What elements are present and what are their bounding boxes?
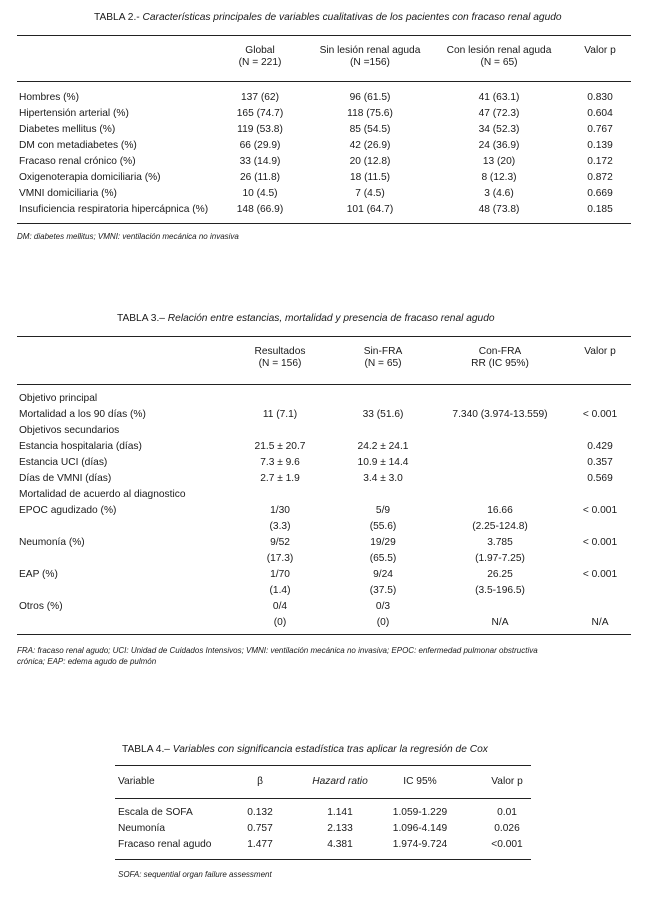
table3-header-resultados: Resultados (N = 156) [254,346,306,369]
table4-header-rule [115,798,531,799]
table4-row-2-valor-p: 0.026 [494,823,520,834]
table3-row-2-sin-fra: 33 (51.6) [362,409,404,420]
table2-row-5-sin-lesion: 20 (12.8) [349,156,391,167]
table4-row-2-beta: 0.757 [247,823,273,834]
table2-row-4-con-lesion: 24 (36.9) [478,140,520,151]
table3-row-8-sin-fra: 5/9 [375,505,391,516]
table2-row-8-con-lesion: 48 (73.8) [478,204,520,215]
table3-row-10-con-fra: 3.785 [487,537,513,548]
table3-row-2-label: Mortalidad a los 90 días (%) [19,409,146,420]
table3-row-12-label: EAP (%) [19,569,58,580]
table4-caption-text: Variables con significancia estadística tras aplicar la regresión de Cox [172,744,488,755]
table3-row-14-sin-fra: 0/3 [375,601,391,612]
table3-row-12-con-fra: 26.25 [487,569,513,580]
table2-row-2-valor-p: 0.604 [587,108,613,119]
table3-row-6-label: Días de VMNI (días) [19,473,112,484]
table3-header-con-fra: Con-FRA RR (IC 95%) [471,346,529,369]
table3-row-15-sin-fra: (0) [376,617,390,628]
table3-row-15-con-fra: N/A [491,617,509,628]
table2-row-3-label: Diabetes mellitus (%) [19,124,116,135]
table4-row-3-valor-p: <0.001 [491,839,523,850]
table2-row-7-sin-lesion: 7 (4.5) [355,188,385,199]
table2-top-rule [17,35,631,36]
table4-row-1-valor-p: 0.01 [497,807,517,818]
table3-row-5-valor-p: 0.357 [587,457,613,468]
table2-row-1-global: 137 (62) [241,92,279,103]
table4-caption [122,744,488,755]
table3-row-13-con-fra: (3.5-196.5) [475,585,525,596]
table3-row-9-sin-fra: (55.6) [369,521,397,532]
table3-row-3-label: Objetivos secundarios [19,425,120,436]
table3-row-6-sin-fra: 3.4 ± 3.0 [363,473,403,484]
table3-row-4-valor-p: 0.429 [587,441,613,452]
table2-caption-label: TABLA 2.- [94,12,140,23]
table3-row-13-resultados: (1.4) [269,585,291,596]
table3-row-8-label: EPOC agudizado (%) [19,505,117,516]
table2-row-7-global: 10 (4.5) [242,188,278,199]
table2-row-8-sin-lesion: 101 (64.7) [346,204,394,215]
table3-row-12-resultados: 1/70 [270,569,290,580]
table4-caption-label: TABLA 4.– [122,744,170,755]
table3-row-14-resultados: 0/4 [272,601,288,612]
table3-header-sin-fra: Sin-FRA (N = 65) [363,346,403,369]
table2-row-3-global: 119 (53.8) [237,124,283,135]
table2-row-2-global: 165 (74.7) [236,108,284,119]
table3-row-2-con-fra: 7.340 (3.974-13.559) [452,409,548,420]
table2-row-5-label: Fracaso renal crónico (%) [19,156,136,167]
table3-row-6-resultados: 2.7 ± 1.9 [260,473,300,484]
table4-header-hazard-ratio: Hazard ratio [312,776,368,787]
table2-header-con-lesion: Con lesión renal aguda (N = 65) [446,45,552,68]
table2-row-3-valor-p: 0.767 [587,124,613,135]
table3-bottom-rule [17,634,631,635]
table3-row-14-label: Otros (%) [19,601,63,612]
table2-row-4-label: DM con metadiabetes (%) [19,140,137,151]
table2-header-global: Global (N = 221) [238,45,282,68]
table3-row-12-sin-fra: 9/24 [373,569,393,580]
table2-row-1-con-lesion: 41 (63.1) [478,92,520,103]
table2-row-6-label: Oxigenoterapia domiciliaria (%) [19,172,161,183]
table3-row-1-label: Objetivo principal [19,393,98,404]
table2-header-sin-lesion: Sin lesión renal aguda (N =156) [319,45,421,68]
table3-row-12-valor-p: < 0.001 [582,569,618,580]
table2-row-6-con-lesion: 8 (12.3) [481,172,517,183]
table2-row-1-sin-lesion: 96 (61.5) [349,92,391,103]
table3-row-9-resultados: (3.3) [269,521,291,532]
table2-row-7-label: VMNI domiciliaria (%) [19,188,117,199]
table3-row-7-label: Mortalidad de acuerdo al diagnostico [19,489,186,500]
table2-row-6-global: 26 (11.8) [239,172,281,183]
table4-header-variable: Variable [118,776,155,787]
table4-row-3-ic95: 1.974-9.724 [392,839,448,850]
table2-row-1-label: Hombres (%) [19,92,80,103]
table3-row-15-valor-p: N/A [591,617,609,628]
table3-row-13-sin-fra: (37.5) [369,585,397,596]
table2-row-1-valor-p: 0.830 [587,92,613,103]
table4-bottom-rule [115,859,531,860]
table3-caption-text: Relación entre estancias, mortalidad y presencia de fracaso renal agudo [167,313,495,324]
table2-row-7-con-lesion: 3 (4.6) [484,188,514,199]
table4-header-beta: β [257,776,263,787]
table2-row-6-valor-p: 0.872 [587,172,613,183]
table3-row-10-label: Neumonía (%) [19,537,85,548]
table3-row-11-con-fra: (1.97-7.25) [475,553,525,564]
table4-row-1-ic95: 1.059-1.229 [392,807,448,818]
table3-row-15-resultados: (0) [273,617,287,628]
table2-row-3-con-lesion: 34 (52.3) [478,124,520,135]
table3-caption [117,313,495,324]
table3-row-9-con-fra: (2.25-124.8) [472,521,528,532]
table3-row-4-sin-fra: 24.2 ± 24.1 [357,441,409,452]
table3-row-8-valor-p: < 0.001 [582,505,618,516]
table3-top-rule [17,336,631,337]
table2-row-8-global: 148 (66.9) [236,204,284,215]
table2-row-5-global: 33 (14.9) [239,156,281,167]
table3-header-rule [17,384,631,385]
table4-row-2-ic95: 1.096-4.149 [392,823,448,834]
table3-row-5-resultados: 7.3 ± 9.6 [260,457,300,468]
table3-caption-label: TABLA 3.– [117,313,165,324]
table4-row-1-variable: Escala de SOFA [118,807,193,818]
table2-header-rule [17,81,631,82]
table2-row-2-sin-lesion: 118 (75.6) [347,108,393,119]
table3-row-11-resultados: (17.3) [266,553,294,564]
table2-row-5-con-lesion: 13 (20) [482,156,516,167]
table2-row-2-con-lesion: 47 (72.3) [478,108,520,119]
table4-row-3-beta: 1.477 [247,839,273,850]
table4-row-1-hazard-ratio: 1.141 [327,807,353,818]
table3-row-4-label: Estancia hospitalaria (días) [19,441,142,452]
table3-footnote: FRA: fracaso renal agudo; UCI: Unidad de Cuidados Intensivos; VMNI: ventilación mecánica no invasiva; EPOC: enfermedad pulmonar obstructiva crónica; EAP: edema agudo de pulmón [17,646,538,666]
table2-row-8-label: Insuficiencia respiratoria hipercápnica (%) [19,204,209,215]
table2-bottom-rule [17,223,631,224]
table2-row-5-valor-p: 0.172 [587,156,613,167]
table4-row-3-variable: Fracaso renal agudo [118,839,212,850]
table2-caption [94,12,562,23]
table4-header-ic95: IC 95% [403,776,437,787]
table3-row-6-valor-p: 0.569 [587,473,613,484]
table3-header-valor-p: Valor p [584,346,616,357]
table2-caption-text: Características principales de variables cualitativas de los pacientes con fracaso renal agudo [142,12,562,23]
table2-footnote: DM: diabetes mellitus; VMNI: ventilación mecánica no invasiva [17,232,239,241]
table2-header-valor-p: Valor p [584,45,616,56]
table3-row-8-con-fra: 16.66 [487,505,513,516]
table2-row-7-valor-p: 0.669 [587,188,613,199]
table3-row-5-sin-fra: 10.9 ± 14.4 [357,457,409,468]
table4-row-2-variable: Neumonía [118,823,166,834]
table2-row-2-label: Hipertensión arterial (%) [19,108,129,119]
table4-row-2-hazard-ratio: 2.133 [327,823,353,834]
table4-footnote: SOFA: sequential organ failure assessment [118,870,272,879]
table3-row-2-resultados: 11 (7.1) [262,409,298,420]
table4-header-valor-p: Valor p [491,776,523,787]
table3-row-10-resultados: 9/52 [270,537,290,548]
table2-row-4-valor-p: 0.139 [587,140,613,151]
table3-row-11-sin-fra: (65.5) [369,553,397,564]
table2-row-4-global: 66 (29.9) [239,140,281,151]
table3-row-2-valor-p: < 0.001 [582,409,618,420]
table2-row-6-sin-lesion: 18 (11.5) [349,172,391,183]
table2-row-4-sin-lesion: 42 (26.9) [349,140,391,151]
table3-row-4-resultados: 21.5 ± 20.7 [254,441,306,452]
table2-row-8-valor-p: 0.185 [587,204,613,215]
table4-top-rule [115,765,531,766]
table4-row-1-beta: 0.132 [247,807,273,818]
table3-row-10-valor-p: < 0.001 [582,537,618,548]
table3-row-8-resultados: 1/30 [270,505,290,516]
table3-row-5-label: Estancia UCI (días) [19,457,108,468]
table4-row-3-hazard-ratio: 4.381 [327,839,353,850]
table3-row-10-sin-fra: 19/29 [370,537,396,548]
table2-row-3-sin-lesion: 85 (54.5) [349,124,391,135]
